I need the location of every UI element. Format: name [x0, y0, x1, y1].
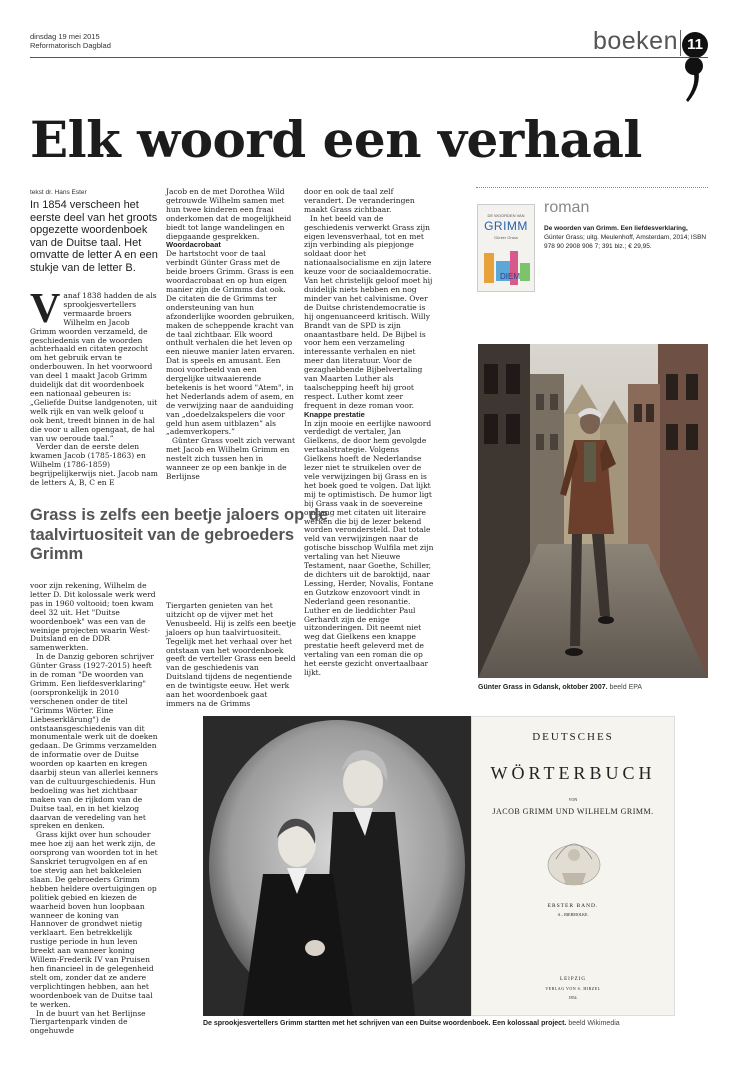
paragraph: In het beeld van de geschiedenis verwerkt Grass zijn eigen levensverhaal, tot en met zijn verbinding als piepjonge soldaat door het nationaalsocialisme en zijn latere keuze voor de sociaaldemocratie. Van het christelijk geloof moet hij duidelijk niets hebben en nog minder van het calvinisme. Over de Duitse christendemocratie is hij ongenuanceerd kritisch. Willy Brandt van de SPD is zijn onaantastbare held. De Bijbel is voor hem een verzameling interessante verhalen en niet meer dan literatuur. Voor de gezaghebbende Bijbelvertaling van Maarten Luther als taalschepping heeft hij groot respect. Luther komt zeer frequent in deze roman voor.: [304, 213, 433, 410]
paragraph: Tiergarten genieten van het uitzicht op de vijver met het Venusbeeld. Hij is zelfs een beetje jaloers op hun taalvirtuositeit. Tegelijk met het verhaal over het ontstaan van het woordenboek geeft de verteller Grass een beeld van de geschiedenis van Duitsland tijdens de negentiende en de twintigste eeuw. Het werk aan het woordenboek gaat immers na de Grimms: [166, 601, 296, 708]
comma-icon: [684, 56, 704, 106]
titlepage-line-9: 1854.: [568, 995, 578, 1000]
book-meta: Günter Grass; uitg. Meulenhoff, Amsterdam, 2014; ISBN 978 90 2908 906 7; 391 blz.; € 29,95.: [544, 234, 707, 250]
book-cover-title-top: DE WOORDEN VAN: [487, 213, 525, 218]
byline: tekst dr. Hans Ester: [30, 189, 87, 196]
header-paper-name: Reformatorisch Dagblad: [30, 41, 111, 50]
page-number: 11: [682, 32, 708, 58]
article-column-3: [304, 188, 434, 678]
header-dateline: [30, 32, 111, 50]
titlepage-line-2: WÖRTERBUCH: [490, 763, 656, 783]
titlepage-line-4: JACOB GRIMM UND WILHELM GRIMM.: [492, 807, 654, 816]
book-cover-title: GRIMM: [484, 219, 528, 233]
paragraph: door en ook de taal zelf verandert. De veranderingen maakt Grass zichtbaar.: [304, 187, 415, 214]
drop-cap: V: [30, 286, 61, 332]
paragraph: Jacob en de met Dorothea Wild getrouwde Wilhelm samen met hun twee kinderen een fraai onderkomen dat de mogelijkheid biedt tot lange wandelingen en diepgaande gesprekken.: [166, 187, 292, 241]
subheading: Knappe prestatie: [304, 409, 365, 419]
paragraph: Grass kijkt over hun schouder mee hoe zij aan het werk zijn, de oorsprong van woorden tot in het Sanskriet terugvolgen en af en toe stevig aan het bakkeleien slaan. De gebroeders Grimm hebben heldere overtuigingen op politiek gebied en kiezen de waarheid boven hun loopbaan wanneer de koning van Hannover de grondwet nietig verklaart. Een betrekkelijk rustige periode in hun leven breekt aan wanneer koning Willem-Frederik IV van Pruisen hen financieel in de gelegenheid stelt om, zonder dat ze andere verplichtingen hebben, aan het woordenboek van de Duitse taal te werken.: [30, 830, 158, 1009]
article-column-2: [166, 188, 296, 482]
paragraph: Verder dan de eerste delen kwamen Jacob (1785-1863) en Wilhelm (1786-1859) begrijpelijkerwijs niet. Jacob nam de letters A, B, C en E: [30, 442, 158, 488]
paragraph: anaf 1838 hadden de als sprookjesvertellers vermaarde broers Wilhelm en Jacob Grimm woorden verzameld, de geschiedenis van de woorden achterhaald en citaten gezocht om het gebruik ervan te onderbouwen. In het voorwoord van deel 1 maakt Jacob Grimm duidelijk dat dit woordenboek een nationaal gebeuren is: „Geliefde Duitse landgenoten, uit welk rijk en van welk geloof u ook bent, treedt binnen in de hal die voor u allen opengaat, de hal van uw oeroude taal.”: [30, 291, 158, 443]
photo-credit: beeld EPA: [609, 684, 643, 691]
svg-text:DIEM: DIEM: [500, 272, 520, 281]
paragraph: De hartstocht voor de taal verbindt Günter Grass met de beide broers Grimm. Grass is een woordacrobaat en op hun eigen manier zijn de Grimms dat ook. De citaten die de Grimms ter ondersteuning van hun afzonderlijke woorden gebruiken, maken de scheppende kracht van de taal zichtbaar. Elk woord onthult verhalen die het leven op een nieuwe manier laten ervaren. Dat is speels en amusant. Een mooi voorbeeld van een dergelijke uitwaaierende betekenis is het woord "Atem", in het Nederlands adem of asem, en de verwijzing naar de aanduiding van „doedelzakspelers die voor geld hun asem uitblazen” als „ademverkopers.”: [166, 249, 295, 437]
header-separator: [680, 30, 681, 56]
photo-gunter-grass: [478, 344, 708, 678]
book-cover-author: Günter Grass: [493, 235, 518, 240]
titlepage-line-1: DEUTSCHES: [532, 731, 614, 743]
caption-text: De sprookjesvertellers Grimm startten met het schrijven van een Duitse woordenboek. Een kolossaal project.: [203, 1020, 567, 1027]
paragraph: In zijn mooie en eerlijke nawoord verdedigt de vertaler, Jan Gielkens, de door hem gevolgde vertaalstrategie. Volgens Gielkens hoeft de Nederlandse lezer niet te struikelen over de vele verwijzingen bij Grass en is het boek goed te volgen. Dat lijkt mij te optimistisch. De humor ligt bij Grass vaak in de soevereine omgang met citaten uit literaire werken die bij de lezer bekend worden verondersteld. Dat totale veld van verwijzingen naar de gotische bisschop Wulfila met zijn vertaling van het Nieuwe Testament, naar Goethe, Schiller, de dichters uit de baroktijd, naar Lessing, Herder, Novalis, Fontane en Gutzkow enzovoort vindt in Nederland geen resonantie. Luther en de lieddichter Paul Gerhardt zijn de enige uitzonderingen. Dit neemt niet weg dat Gielkens een knappe prestatie heeft geleverd met de vertaling van een roman die op het eerste gezicht onvertaalbaar lijkt.: [304, 418, 434, 677]
header-date: dinsdag 19 mei 2015: [30, 32, 100, 41]
header-rule: [30, 57, 708, 58]
book-title: De woorden van Grimm. Een liefdesverklaring,: [544, 225, 688, 232]
titlepage-line-7: LEIPZIG: [560, 977, 586, 982]
article-column-2-continued: [166, 602, 296, 709]
section-title: boeken: [592, 27, 678, 55]
book-details: [544, 224, 708, 251]
photo-titlepage-woerterbuch: [471, 716, 675, 1016]
book-cover-art: [480, 247, 534, 291]
subheading: Woordacrobaat: [166, 240, 221, 250]
book-cover-image: [477, 204, 535, 292]
book-genre-label: roman: [544, 199, 590, 216]
paragraph: Günter Grass voelt zich verwant met Jacob en Wilhelm Grimm en nestelt zich tussen hen in wanneer ze op een bankje in de Berlijnse: [166, 436, 295, 481]
article-column-1-continued: [30, 582, 158, 1036]
pull-quote: Grass is zelfs een beetje jaloers op de taalvirtuositeit van de gebroeders Grimm: [30, 506, 329, 563]
photo-credit: beeld Wikimedia: [568, 1020, 620, 1027]
paragraph: In de buurt van het Berlijnse Tiergartenpark vinden de ongehuwde: [30, 1008, 146, 1036]
titlepage-line-8: VERLAG VON S. HIRZEL: [545, 986, 601, 991]
paragraph: voor zijn rekening, Wilhelm de letter D. Dit kolossale werk werd pas in 1960 voltooid; toen kwam deel 32 uit. Het "Duitse woordenboek" was een van de weinige projecten waarin West-Duitsland en de DDR samenwerkten.: [30, 581, 156, 653]
photo-grimm-brothers: [203, 716, 471, 1016]
titlepage-line-3: VON: [568, 797, 578, 802]
book-box-divider: [476, 187, 708, 188]
photo-caption-grass: [478, 684, 718, 691]
titlepage-vignette: [536, 825, 612, 891]
article-column-1: [30, 286, 158, 488]
photo-caption-grimm: [203, 1020, 713, 1027]
headline: Elk woord een verhaal: [30, 110, 642, 169]
intro-paragraph: In 1854 verscheen het eerste deel van het groots opgezette woordenboek van de Duitse taal. Het omvatte de letter A en een stukje van de letter B.: [30, 199, 158, 274]
titlepage-line-5: ERSTER BAND.: [547, 903, 599, 909]
caption-text: Günter Grass in Gdansk, oktober 2007.: [478, 684, 608, 691]
titlepage-line-6: A – BIERMOLKE.: [557, 912, 589, 917]
paragraph: In de Danzig geboren schrijver Günter Grass (1927-2015) heeft in de roman "De woorden van Grimm. Een liefdesverklaring" (oorspronkelijk in 2010 verschenen onder de titel "Grimms Wörter. Eine Liebeserklärung") de ontstaansgeschiedenis van dit monumentale werk uit de doeken gedaan. De Grimms verzamelden de informatie over de Duitse woorden op kaarten en kregen daarbij steun van allerlei kenners van de cultuurgeschiedenis. Hun bedoeling was het zichtbaar maken van de rijkdom van de Duitse taal, en in het kielzog daarvan de veredeling van het spreken en denken.: [30, 652, 158, 831]
